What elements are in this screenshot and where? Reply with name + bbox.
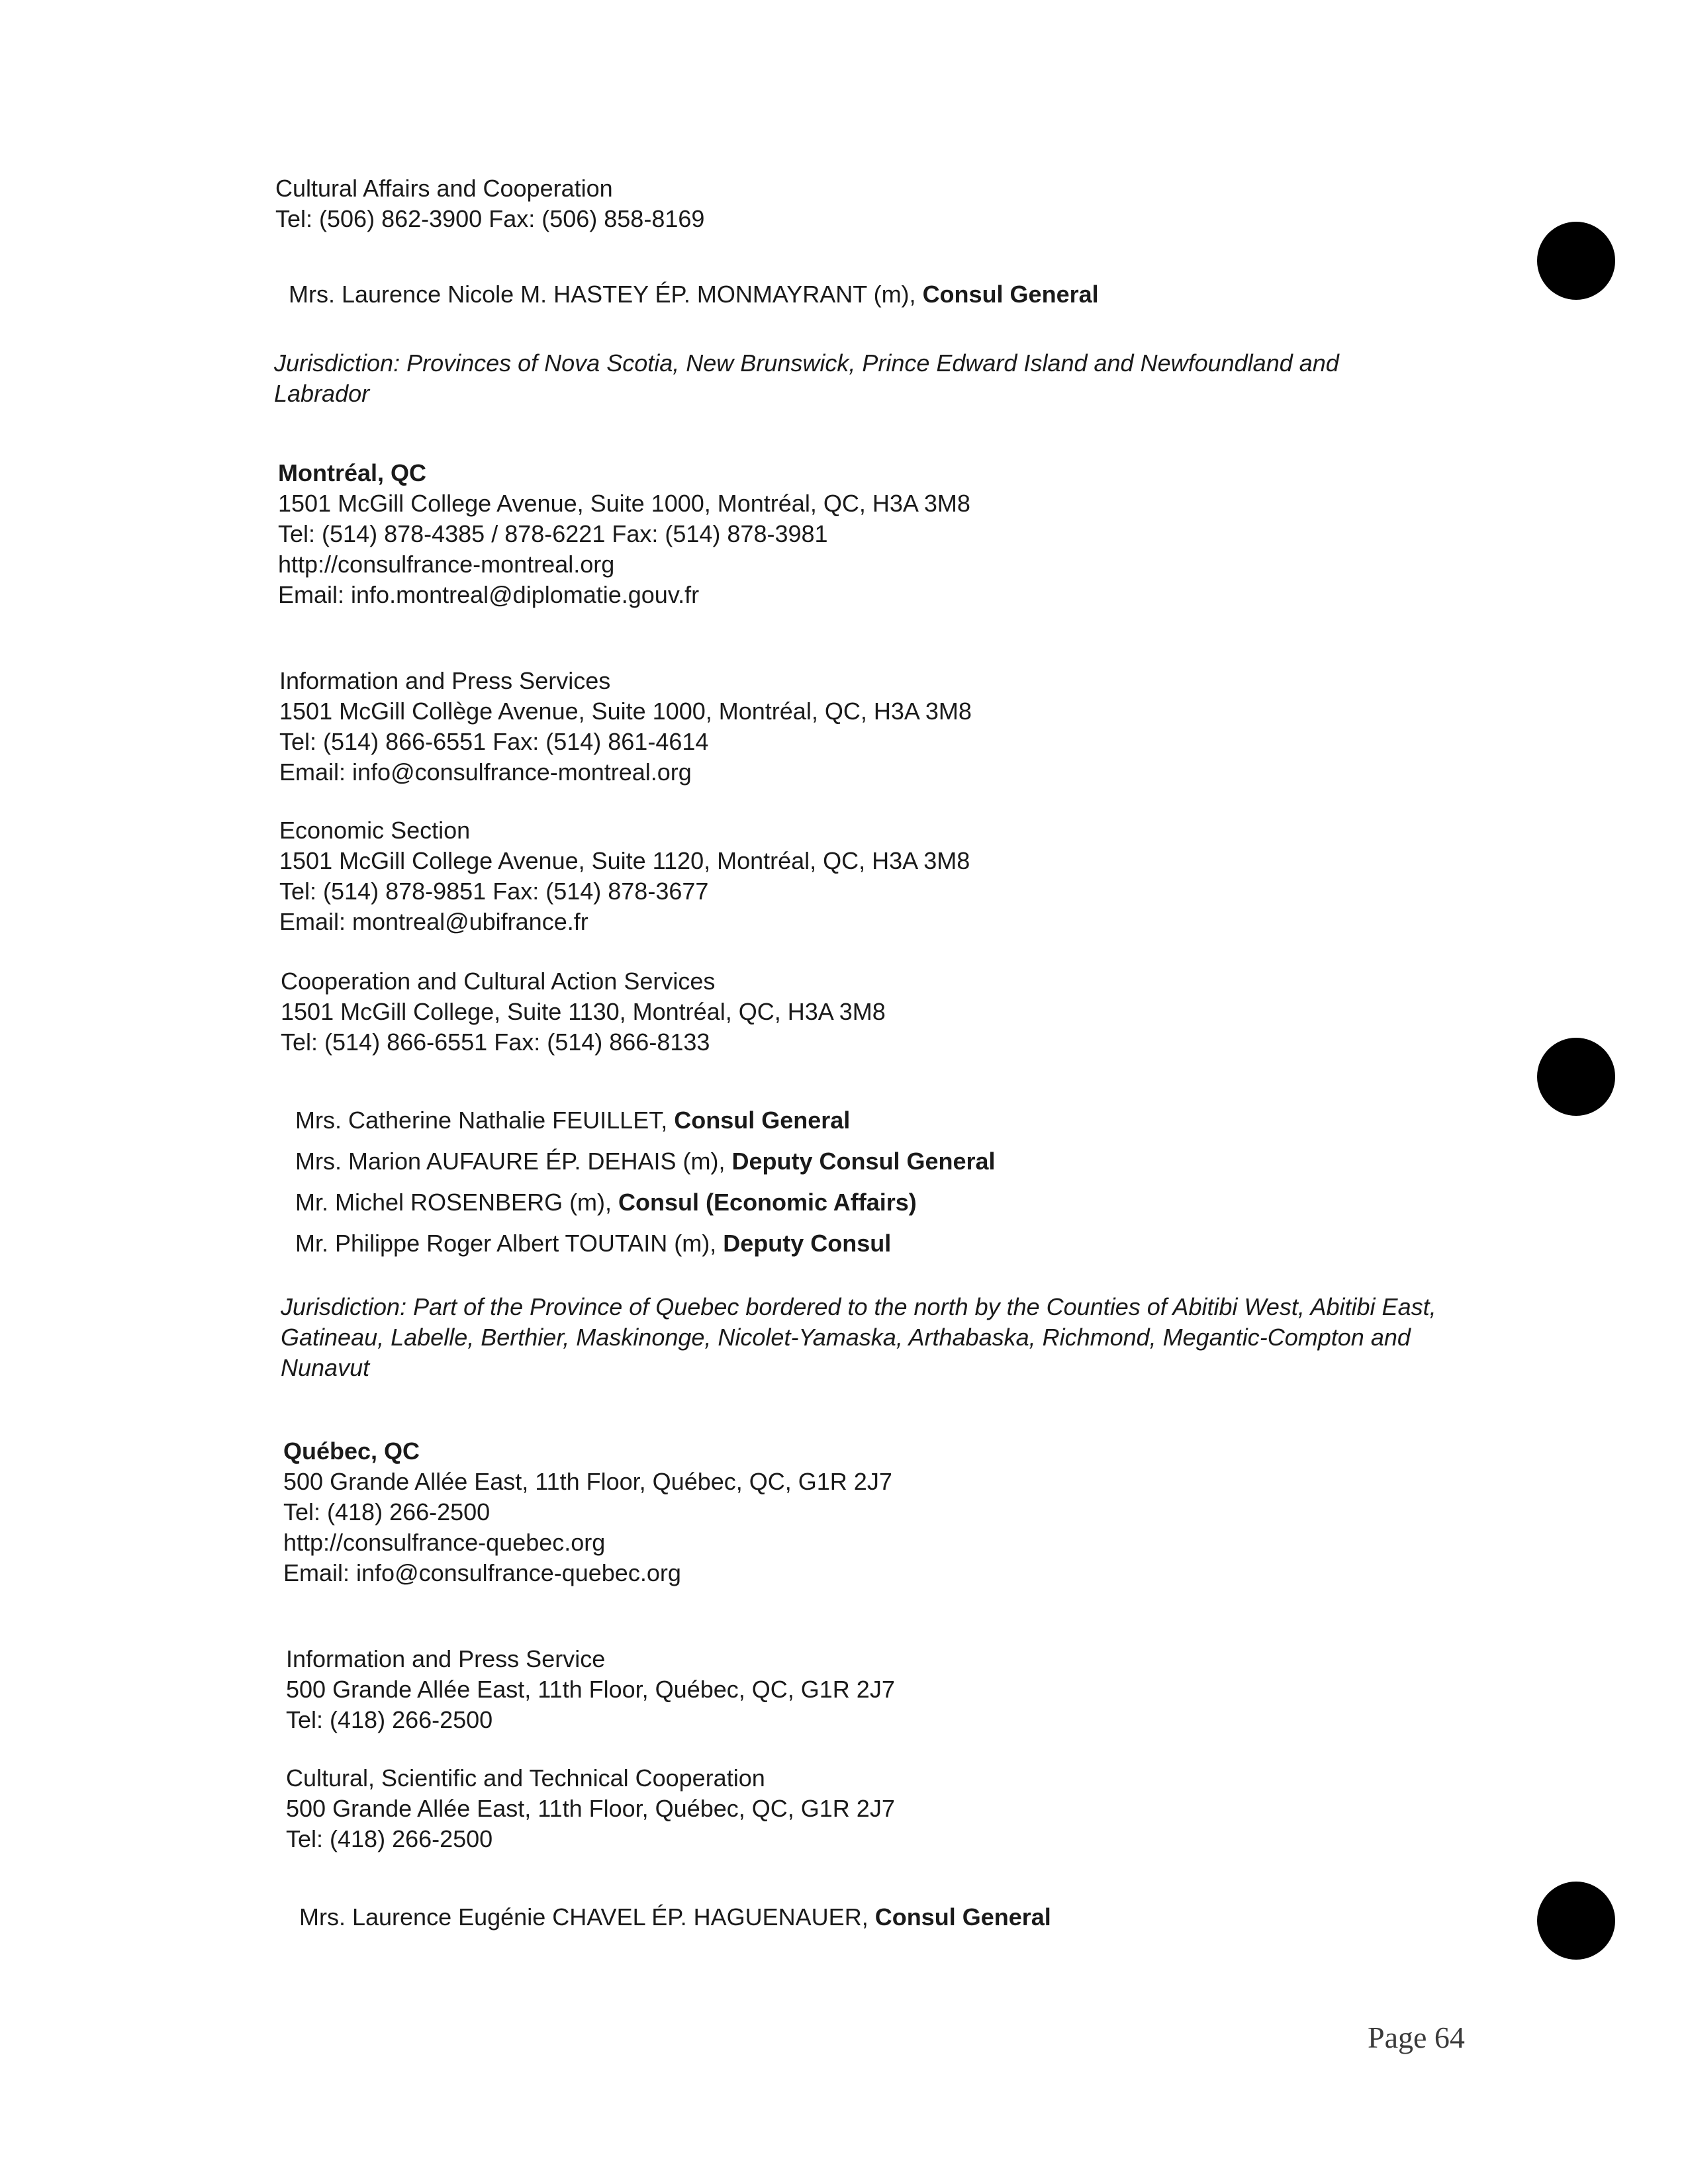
office-address: 500 Grande Allée East, 11th Floor, Québec, QC, G1R 2J7 <box>283 1468 892 1495</box>
section-address: 1501 McGill College, Suite 1130, Montréal, QC, H3A 3M8 <box>281 998 886 1025</box>
staff-entry <box>295 1228 996 1269</box>
office-tel: Tel: (418) 266-2500 <box>283 1498 491 1525</box>
staff-entry <box>295 1187 996 1228</box>
section-address: 500 Grande Allée East, 11th Floor, Québec, QC, G1R 2J7 <box>286 1676 895 1703</box>
montreal-office-block <box>278 458 970 610</box>
section-email: Email: info@consulfrance-montreal.org <box>279 758 692 786</box>
staff-entry <box>299 1902 1051 1943</box>
staff-title: Deputy Consul General <box>731 1148 996 1175</box>
section-name: Information and Press Services <box>279 667 611 694</box>
section-tel: Tel: (418) 266-2500 <box>286 1706 493 1733</box>
staff-title: Deputy Consul <box>723 1230 892 1257</box>
punch-hole <box>1537 1882 1615 1960</box>
punch-hole <box>1537 222 1615 300</box>
section-name: Economic Section <box>279 817 471 844</box>
staff-name: Mrs. Marion AUFAURE ÉP. DEHAIS (m), <box>295 1148 732 1175</box>
page-number: Page 64 <box>1368 2021 1465 2054</box>
section-name: Cultural, Scientific and Technical Cooperation <box>286 1764 765 1792</box>
montreal-section-cooperation <box>281 966 886 1058</box>
office-website: http://consulfrance-quebec.org <box>283 1529 606 1556</box>
office-address: 1501 McGill College Avenue, Suite 1000, Montréal, QC, H3A 3M8 <box>278 490 970 517</box>
moncton-staff-list <box>289 279 1099 320</box>
staff-entry <box>289 279 1099 320</box>
montreal-section-information <box>279 666 972 788</box>
section-address: 1501 McGill College Avenue, Suite 1120, Montréal, QC, H3A 3M8 <box>279 847 970 874</box>
staff-name: Mrs. Laurence Nicole M. HASTEY ÉP. MONMAYRANT (m), <box>289 281 923 308</box>
office-heading: Montréal, QC <box>278 459 427 486</box>
office-email: Email: info@consulfrance-quebec.org <box>283 1559 681 1586</box>
montreal-section-economic <box>279 815 970 937</box>
staff-title: Consul (Economic Affairs) <box>618 1189 917 1216</box>
office-website: http://consulfrance-montreal.org <box>278 551 615 578</box>
section-tel: Tel: (418) 266-2500 <box>286 1825 493 1852</box>
staff-title: Consul General <box>674 1107 851 1134</box>
section-address: 1501 McGill Collège Avenue, Suite 1000, Montréal, QC, H3A 3M8 <box>279 698 972 725</box>
staff-entry <box>295 1105 996 1146</box>
staff-name: Mr. Philippe Roger Albert TOUTAIN (m), <box>295 1230 724 1257</box>
section-tel-fax: Tel: (514) 866-6551 Fax: (514) 861-4614 <box>279 728 709 755</box>
section-tel-fax: Tel: (514) 866-6551 Fax: (514) 866-8133 <box>281 1028 710 1056</box>
office-email: Email: info.montreal@diplomatie.gouv.fr <box>278 581 700 608</box>
section-name: Cooperation and Cultural Action Services <box>281 968 716 995</box>
section-address: 500 Grande Allée East, 11th Floor, Québec, QC, G1R 2J7 <box>286 1795 895 1822</box>
staff-name: Mrs. Catherine Nathalie FEUILLET, <box>295 1107 675 1134</box>
punch-hole <box>1537 1038 1615 1116</box>
staff-entry <box>295 1146 996 1187</box>
section-tel-fax: Tel: (514) 878-9851 Fax: (514) 878-3677 <box>279 878 709 905</box>
quebec-section-cooperation <box>286 1763 895 1854</box>
montreal-staff-list <box>295 1105 996 1269</box>
staff-title: Consul General <box>874 1903 1051 1931</box>
moncton-jurisdiction: Jurisdiction: Provinces of Nova Scotia, New Brunswick, Prince Edward Island and Newfoundland and Labrador <box>274 349 1339 407</box>
office-tel-fax: Tel: (514) 878-4385 / 878-6221 Fax: (514) 878-3981 <box>278 520 828 547</box>
quebec-office-block <box>283 1436 892 1588</box>
cultural-affairs-block <box>275 173 704 234</box>
quebec-section-information <box>286 1644 895 1735</box>
contact-tel-fax: Tel: (506) 862-3900 Fax: (506) 858-8169 <box>275 205 705 232</box>
office-heading: Québec, QC <box>283 1437 420 1465</box>
staff-name: Mr. Michel ROSENBERG (m), <box>295 1189 619 1216</box>
staff-name: Mrs. Laurence Eugénie CHAVEL ÉP. HAGUENAUER, <box>299 1903 875 1931</box>
department-name: Cultural Affairs and Cooperation <box>275 175 613 202</box>
section-name: Information and Press Service <box>286 1645 606 1672</box>
section-email: Email: montreal@ubifrance.fr <box>279 908 588 935</box>
montreal-jurisdiction: Jurisdiction: Part of the Province of Quebec bordered to the north by the Counties of Abitibi West, Abitibi East, Gatineau, Labelle, Berthier, Maskinonge, Nicolet-Yamaska, Arthabaska, Richmond, Megantic-Compton and Nunavut <box>281 1293 1436 1381</box>
quebec-staff-list <box>299 1902 1051 1943</box>
staff-title: Consul General <box>922 281 1099 308</box>
